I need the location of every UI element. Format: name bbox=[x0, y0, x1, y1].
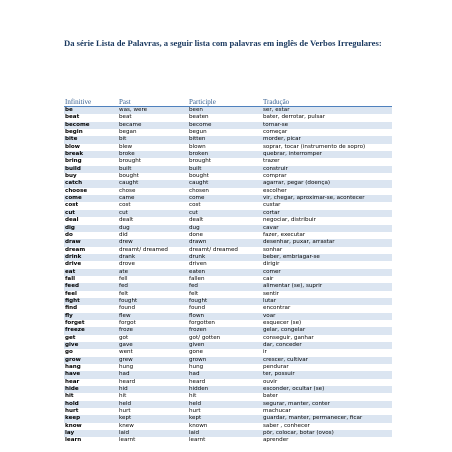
cell-infinitive: hurt bbox=[65, 408, 79, 415]
table-row bbox=[64, 158, 392, 165]
table-row bbox=[64, 188, 392, 195]
cell-infinitive: cut bbox=[64, 210, 118, 217]
cell-past: built bbox=[118, 166, 188, 173]
cell-translation: começar bbox=[263, 129, 288, 136]
cell-translation: beber, embriagar-se bbox=[262, 254, 392, 261]
cell-participle: heard bbox=[189, 378, 206, 385]
cell-translation: sonhar bbox=[263, 246, 283, 253]
cell-translation: esquecer (se) bbox=[263, 319, 302, 326]
cell-participle: fed bbox=[188, 283, 262, 290]
header-past: Past bbox=[118, 97, 188, 107]
table-row bbox=[64, 327, 392, 334]
cell-past: did bbox=[119, 231, 128, 238]
cell-translation: custar bbox=[263, 202, 281, 209]
cell-past: hit bbox=[119, 393, 127, 400]
cell-past: grew bbox=[118, 357, 188, 364]
cell-past: drove bbox=[119, 261, 135, 268]
table-row bbox=[64, 144, 392, 151]
cell-participle: bitten bbox=[188, 136, 262, 143]
cell-participle: eaten bbox=[188, 269, 262, 276]
header-infinitive: Infinitive bbox=[64, 97, 118, 107]
cell-past: cost bbox=[119, 202, 131, 209]
cell-infinitive: feel bbox=[65, 290, 77, 297]
table-row bbox=[64, 276, 392, 283]
cell-participle: come bbox=[188, 195, 262, 202]
cell-translation: fazer, executar bbox=[263, 231, 306, 238]
table-row bbox=[64, 423, 392, 430]
cell-translation: dirigir bbox=[263, 261, 280, 268]
table-row bbox=[64, 298, 392, 305]
cell-translation: lutar bbox=[262, 298, 392, 305]
cell-participle: dug bbox=[188, 225, 262, 232]
cell-past: dreamt/ dreamed bbox=[119, 246, 168, 253]
cell-past: was, were bbox=[118, 107, 188, 115]
cell-participle: given bbox=[188, 342, 262, 349]
cell-past: hung bbox=[119, 364, 134, 371]
cell-participle: frozen bbox=[188, 327, 262, 334]
table-row bbox=[64, 401, 392, 408]
cell-participle: got/ gotten bbox=[189, 334, 221, 341]
cell-participle: broken bbox=[188, 151, 262, 158]
cell-translation: quebrar, interromper bbox=[262, 151, 392, 158]
cell-translation: cavar bbox=[262, 225, 392, 232]
cell-past: blew bbox=[119, 143, 133, 150]
table-row bbox=[64, 114, 392, 121]
cell-infinitive: come bbox=[64, 195, 118, 202]
cell-translation: ouvir bbox=[263, 378, 278, 385]
cell-past: drew bbox=[118, 239, 188, 246]
cell-participle: hung bbox=[189, 364, 204, 371]
cell-infinitive: keep bbox=[64, 415, 118, 422]
cell-past: gave bbox=[118, 342, 188, 349]
cell-participle: grown bbox=[188, 357, 262, 364]
cell-participle: built bbox=[188, 166, 262, 173]
table-row bbox=[64, 408, 392, 415]
cell-translation: bater bbox=[263, 393, 278, 400]
cell-infinitive: hit bbox=[65, 393, 74, 400]
cell-infinitive: dream bbox=[65, 246, 86, 253]
cell-past: hid bbox=[118, 386, 188, 393]
table-row bbox=[64, 232, 392, 239]
cell-past: bit bbox=[118, 136, 188, 143]
cell-infinitive: blow bbox=[65, 143, 80, 150]
cell-infinitive: hear bbox=[65, 378, 80, 385]
cell-participle: gone bbox=[189, 349, 203, 356]
cell-infinitive: beat bbox=[65, 114, 80, 121]
table-row bbox=[64, 415, 392, 422]
cell-participle: known bbox=[189, 422, 208, 429]
cell-translation: desenhar, puxar, arrastar bbox=[262, 239, 392, 246]
cell-participle: cost bbox=[189, 202, 201, 209]
cell-past: got bbox=[119, 334, 129, 341]
cell-translation: ter, possuir bbox=[262, 371, 392, 378]
table-row bbox=[64, 430, 392, 437]
cell-infinitive: catch bbox=[64, 180, 118, 187]
cell-translation: esconder, ocultar (se) bbox=[262, 386, 392, 393]
table-row bbox=[64, 180, 392, 187]
cell-past: went bbox=[119, 349, 133, 356]
cell-infinitive: bring bbox=[65, 158, 82, 165]
table-row bbox=[64, 239, 392, 246]
cell-infinitive: learn bbox=[65, 437, 82, 444]
cell-translation: saber , conhecer bbox=[263, 422, 310, 429]
cell-participle: forgotten bbox=[189, 319, 215, 326]
cell-past: kept bbox=[118, 415, 188, 422]
table-row bbox=[64, 364, 392, 371]
cell-translation: conseguir, ganhar bbox=[263, 334, 314, 341]
cell-infinitive: go bbox=[65, 349, 73, 356]
cell-translation: pôr, colocar, botar (ovos) bbox=[262, 430, 392, 437]
cell-past: heard bbox=[119, 378, 136, 385]
table-body bbox=[64, 107, 392, 445]
header-translation: Tradução bbox=[262, 97, 392, 107]
cell-translation: aprender bbox=[263, 437, 289, 444]
cell-infinitive: give bbox=[64, 342, 118, 349]
table-row bbox=[64, 291, 392, 298]
cell-past: bought bbox=[119, 173, 139, 180]
table-row bbox=[64, 195, 392, 202]
cell-participle: done bbox=[189, 231, 203, 238]
cell-translation: sentir bbox=[263, 290, 279, 297]
cell-infinitive: build bbox=[64, 166, 118, 173]
cell-participle: chosen bbox=[189, 187, 209, 194]
cell-translation: trazer bbox=[263, 158, 280, 165]
cell-infinitive: hold bbox=[64, 401, 118, 408]
cell-translation: cortar bbox=[262, 210, 392, 217]
table-row bbox=[64, 335, 392, 342]
cell-infinitive: become bbox=[64, 122, 118, 129]
cell-participle: fallen bbox=[189, 275, 205, 282]
cell-infinitive: get bbox=[65, 334, 76, 341]
irregular-verbs-table bbox=[64, 97, 392, 445]
cell-translation: ser, estar bbox=[262, 107, 392, 115]
table-row bbox=[64, 107, 392, 115]
cell-translation: gelar, congelar bbox=[262, 327, 392, 334]
cell-participle: learnt bbox=[189, 437, 206, 444]
table-row bbox=[64, 254, 392, 261]
cell-translation: comprar bbox=[263, 173, 287, 180]
table-row bbox=[64, 173, 392, 180]
cell-translation: crescer, cultivar bbox=[262, 357, 392, 364]
table-row bbox=[64, 437, 392, 444]
table-row bbox=[64, 393, 392, 400]
cell-past: began bbox=[119, 129, 137, 136]
table-row bbox=[64, 217, 392, 224]
cell-participle: found bbox=[189, 305, 206, 312]
cell-translation: voar bbox=[262, 313, 392, 320]
cell-past: fed bbox=[118, 283, 188, 290]
table-row bbox=[64, 283, 392, 290]
table-header-row bbox=[64, 97, 392, 107]
table-row bbox=[64, 357, 392, 364]
cell-infinitive: forget bbox=[65, 319, 85, 326]
cell-participle: cut bbox=[188, 210, 262, 217]
cell-participle: beaten bbox=[189, 114, 209, 121]
table-row bbox=[64, 269, 392, 276]
table-row bbox=[64, 379, 392, 386]
table-row bbox=[64, 166, 392, 173]
cell-translation: guardar, manter, permanecer, ficar bbox=[262, 415, 392, 422]
cell-past: fought bbox=[118, 298, 188, 305]
cell-participle: hit bbox=[189, 393, 197, 400]
cell-past: dug bbox=[118, 225, 188, 232]
cell-past: hurt bbox=[119, 408, 131, 415]
table-row bbox=[64, 342, 392, 349]
cell-infinitive: grow bbox=[64, 357, 118, 364]
table-row bbox=[64, 349, 392, 356]
cell-infinitive: choose bbox=[65, 187, 88, 194]
cell-past: came bbox=[118, 195, 188, 202]
cell-past: ate bbox=[118, 269, 188, 276]
cell-infinitive: break bbox=[64, 151, 118, 158]
cell-translation: machucar bbox=[263, 408, 291, 415]
cell-participle: felt bbox=[189, 290, 199, 297]
cell-infinitive: dig bbox=[64, 225, 118, 232]
cell-past: laid bbox=[118, 430, 188, 437]
cell-infinitive: be bbox=[64, 107, 118, 115]
cell-participle: begun bbox=[189, 129, 207, 136]
cell-infinitive: hang bbox=[65, 364, 81, 371]
cell-past: flew bbox=[118, 313, 188, 320]
table-row bbox=[64, 151, 392, 158]
cell-infinitive: hide bbox=[64, 386, 118, 393]
cell-infinitive: eat bbox=[64, 269, 118, 276]
cell-infinitive: find bbox=[65, 305, 78, 312]
table-row bbox=[64, 305, 392, 312]
cell-translation: morder, picar bbox=[262, 136, 392, 143]
table-row bbox=[64, 320, 392, 327]
cell-participle: become bbox=[188, 122, 262, 129]
cell-participle: hidden bbox=[188, 386, 262, 393]
table-row bbox=[64, 136, 392, 143]
cell-translation: tornar-se bbox=[262, 122, 392, 129]
cell-past: dealt bbox=[119, 217, 134, 224]
cell-participle: hurt bbox=[189, 408, 201, 415]
cell-infinitive: drive bbox=[65, 261, 82, 268]
cell-infinitive: do bbox=[65, 231, 73, 238]
cell-participle: held bbox=[188, 401, 262, 408]
header-participle: Participle bbox=[188, 97, 262, 107]
cell-translation: soprar, tocar (instrumento de sopro) bbox=[263, 143, 366, 150]
cell-participle: been bbox=[188, 107, 262, 115]
cell-translation: vir, chegar, aproximar-se, acontecer bbox=[262, 195, 392, 202]
table-row bbox=[64, 210, 392, 217]
cell-infinitive: feed bbox=[64, 283, 118, 290]
cell-translation: ir bbox=[263, 349, 267, 356]
cell-participle: dealt bbox=[189, 217, 204, 224]
cell-translation: negociar, distribuir bbox=[263, 217, 316, 224]
cell-past: cut bbox=[118, 210, 188, 217]
cell-participle: dreamt/ dreamed bbox=[189, 246, 238, 253]
cell-past: fell bbox=[119, 275, 128, 282]
cell-translation: bater, derrotar, pulsar bbox=[263, 114, 326, 121]
cell-translation: comer bbox=[262, 269, 392, 276]
cell-participle: drawn bbox=[188, 239, 262, 246]
cell-infinitive: drink bbox=[64, 254, 118, 261]
table-row bbox=[64, 313, 392, 320]
cell-participle: bought bbox=[189, 173, 209, 180]
cell-infinitive: deal bbox=[65, 217, 79, 224]
table-row bbox=[64, 371, 392, 378]
cell-past: knew bbox=[119, 422, 134, 429]
cell-infinitive: have bbox=[64, 371, 118, 378]
cell-past: chose bbox=[119, 187, 136, 194]
cell-past: became bbox=[118, 122, 188, 129]
cell-translation: encontrar bbox=[263, 305, 291, 312]
cell-participle: brought bbox=[189, 158, 211, 165]
cell-participle: had bbox=[188, 371, 262, 378]
cell-infinitive: bite bbox=[64, 136, 118, 143]
cell-past: felt bbox=[119, 290, 129, 297]
table-row bbox=[64, 386, 392, 393]
cell-infinitive: fight bbox=[64, 298, 118, 305]
cell-past: held bbox=[118, 401, 188, 408]
cell-participle: drunk bbox=[188, 254, 262, 261]
cell-participle: kept bbox=[188, 415, 262, 422]
cell-past: broke bbox=[118, 151, 188, 158]
cell-infinitive: fly bbox=[64, 313, 118, 320]
cell-participle: laid bbox=[188, 430, 262, 437]
cell-translation: pendurar bbox=[263, 364, 289, 371]
table-row bbox=[64, 225, 392, 232]
cell-translation: cair bbox=[263, 275, 274, 282]
cell-past: brought bbox=[119, 158, 141, 165]
document-title: Da série Lista de Palavras, a seguir lista com palavras em inglês de Verbos Irregulares: bbox=[64, 38, 382, 48]
cell-past: caught bbox=[118, 180, 188, 187]
cell-participle: blown bbox=[189, 143, 206, 150]
cell-participle: flown bbox=[188, 313, 262, 320]
cell-participle: fought bbox=[188, 298, 262, 305]
cell-past: beat bbox=[119, 114, 132, 121]
cell-participle: driven bbox=[189, 261, 207, 268]
cell-infinitive: lay bbox=[64, 430, 118, 437]
cell-past: learnt bbox=[119, 437, 136, 444]
cell-infinitive: buy bbox=[65, 173, 77, 180]
table-row bbox=[64, 202, 392, 209]
table-row bbox=[64, 247, 392, 254]
cell-participle: caught bbox=[188, 180, 262, 187]
cell-infinitive: freeze bbox=[64, 327, 118, 334]
cell-translation: escolher bbox=[263, 187, 287, 194]
cell-infinitive: know bbox=[65, 422, 82, 429]
cell-translation: segurar, manter, conter bbox=[262, 401, 392, 408]
cell-infinitive: fall bbox=[65, 275, 76, 282]
cell-infinitive: begin bbox=[65, 129, 83, 136]
cell-past: froze bbox=[118, 327, 188, 334]
cell-past: drank bbox=[118, 254, 188, 261]
table-row bbox=[64, 261, 392, 268]
cell-translation: alimentar (se), suprir bbox=[262, 283, 392, 290]
cell-infinitive: draw bbox=[64, 239, 118, 246]
cell-past: forgot bbox=[119, 319, 136, 326]
cell-infinitive: cost bbox=[65, 202, 79, 209]
cell-translation: agarrar, pegar (doença) bbox=[262, 180, 392, 187]
cell-translation: dar, conceder bbox=[262, 342, 392, 349]
cell-translation: construir bbox=[262, 166, 392, 173]
cell-past: found bbox=[119, 305, 136, 312]
table-row bbox=[64, 129, 392, 136]
table-row bbox=[64, 122, 392, 129]
cell-past: had bbox=[118, 371, 188, 378]
